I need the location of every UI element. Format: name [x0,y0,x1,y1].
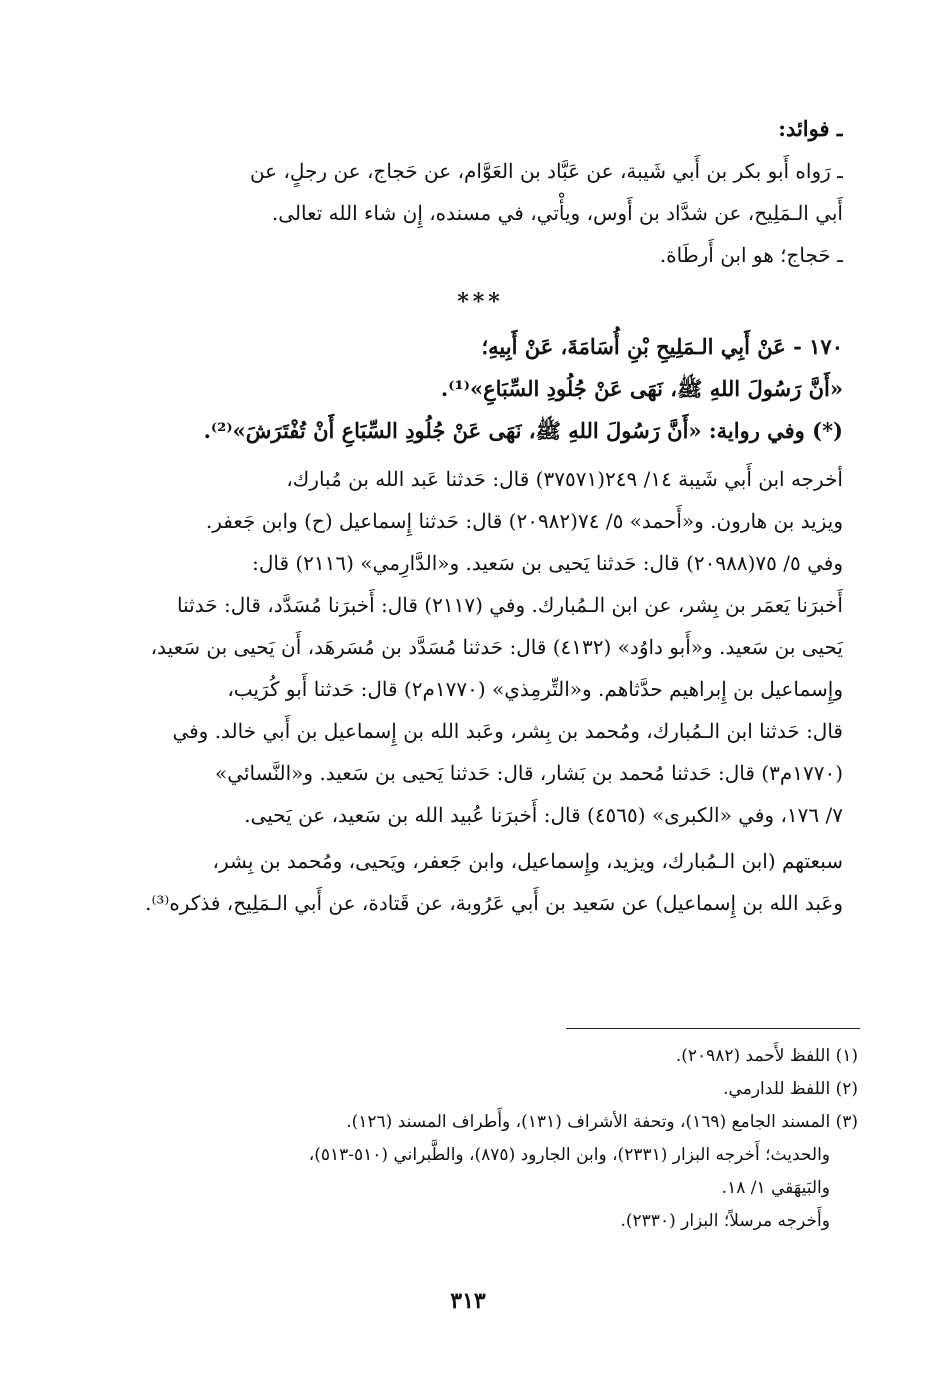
hadith-line: (*) وفي رواية: «أَنَّ رَسُولَ اللهِ ﷺ، نَهَى عَنْ جُلُودِ السِّبَاعِ أَنْ تُفْتَرَشَ»⁽²⁾. [203,418,843,443]
fawaid-heading: ـ فوائد: [778,116,843,141]
takhrij-paragraph [118,458,843,836]
summary-line: وعَبد الله بن إِسماعيل) عن سَعيد بن أَبي عَرُوبة، عن قَتادة، عن أَبي الـمَلِيح، فذكره⁽³⁾. [145,891,843,915]
footnote: (١) اللفظ لأَحمد (٢٠٩٨٢). [675,1046,858,1066]
footnotes [118,1040,858,1238]
takhrij-line: ويزيد بن هارون. و«أَحمد» ٥/ ٧٤(٢٠٩٨٢) قال: حَدثنا إِسماعيل (ح) وابن جَعفر. [205,509,843,533]
takhrij-line: قال: حَدثنا ابن الـمُبارك، ومُحمد بن بِشر، وعَبد الله بن إِسماعيل بن أَبي خالد. وفي [172,719,843,743]
takhrij-line: (١٧٧٠م٣) قال: حَدثنا مُحمد بن بَشار، قال: حَدثنا يَحيى بن سَعيد. و«النَّسائي» [215,761,843,785]
takhrij-line: يَحيى بن سَعيد. و«أَبو داوُد» (٤١٣٢) قال: حَدثنا مُسَدَّد بن مُسَرهَد، أَن يَحيى بن سَعيد، [150,635,843,659]
takhrij-line: وفي ٥/ ٧٥(٢٠٩٨٨) قال: حَدثنا يَحيى بن سَعيد. و«الدَّارِمي» (٢١١٦) قال: [252,551,843,575]
takhrij-line: وإِسماعيل بن إِبراهيم حدَّثاهم. و«التِّرمِذي» (١٧٧٠م٢) قال: حَدثنا أَبو كُرَيب، [227,677,843,701]
fawaid-line: ـ حَجاج؛ هو ابن أَرطَاة. [659,243,843,267]
fawaid-line: أَبي الـمَلِيح، عن شدَّاد بن أَوس، ويأْتي، في مسنده، إِن شاء الله تعالى. [271,201,843,225]
footnote-divider [566,1028,860,1029]
main-text [118,108,843,924]
footnote: (٣) المسند الجامع (١٦٩)، وتحفة الأشراف (١٣١)، وأَطراف المسند (١٢٦). [346,1112,858,1132]
footnote: (٢) اللفظ للدارمي. [723,1079,858,1099]
takhrij-line: أخرجه ابن أَبي شَيبة ١٤/ ٢٤٩(٣٧٥٧١) قال: حَدثنا عَبد الله بن مُبارك، [286,467,843,491]
takhrij-line: أَخبرَنا يَعمَر بن بِشر، عن ابن الـمُبارك. وفي (٢١١٧) قال: أَخبرَنا مُسَدَّد، قال: حَدثنا [177,593,843,617]
page-number: ٣١٣ [450,1288,486,1314]
summary-paragraph [118,840,843,924]
footnote-continuation: والحديث؛ أَخرجه البزار (٢٣٣١)، وابن الجارود (٨٧٥)، والطَّبراني (٥١٠-٥١٣)، [308,1145,830,1165]
fawaid-line: ـ رَواه أَبو بكر بن أَبي شَيبة، عن عَبَّاد بن العَوَّام، عن حَجاج، عن رجلٍ، عن [249,159,843,183]
hadith-line: ١٧٠ - عَنْ أَبِي الـمَلِيحِ بْنِ أُسَامَةَ، عَنْ أَبِيهِ؛ [481,334,843,359]
footnote-continuation: وأَخرجه مرسلاً؛ البزار (٢٣٣٠). [620,1211,830,1231]
section-separator: *** [457,289,504,315]
takhrij-line: ٧/ ١٧٦، وفي «الكبرى» (٤٥٦٥) قال: أَخبرَنا عُبيد الله بن سَعيد، عن يَحيى. [244,803,843,827]
footnote-continuation: والبَيهَقي ١/ ١٨. [721,1178,830,1198]
hadith-line: «أَنَّ رَسُولَ اللهِ ﷺ، نَهَى عَنْ جُلُودِ السِّبَاعِ»⁽¹⁾. [440,376,843,401]
summary-line: سبعتهم (ابن الـمُبارك، ويزيد، وإِسماعيل، وابن جَعفر، ويَحيى، ومُحمد بن بِشر، [212,849,843,873]
